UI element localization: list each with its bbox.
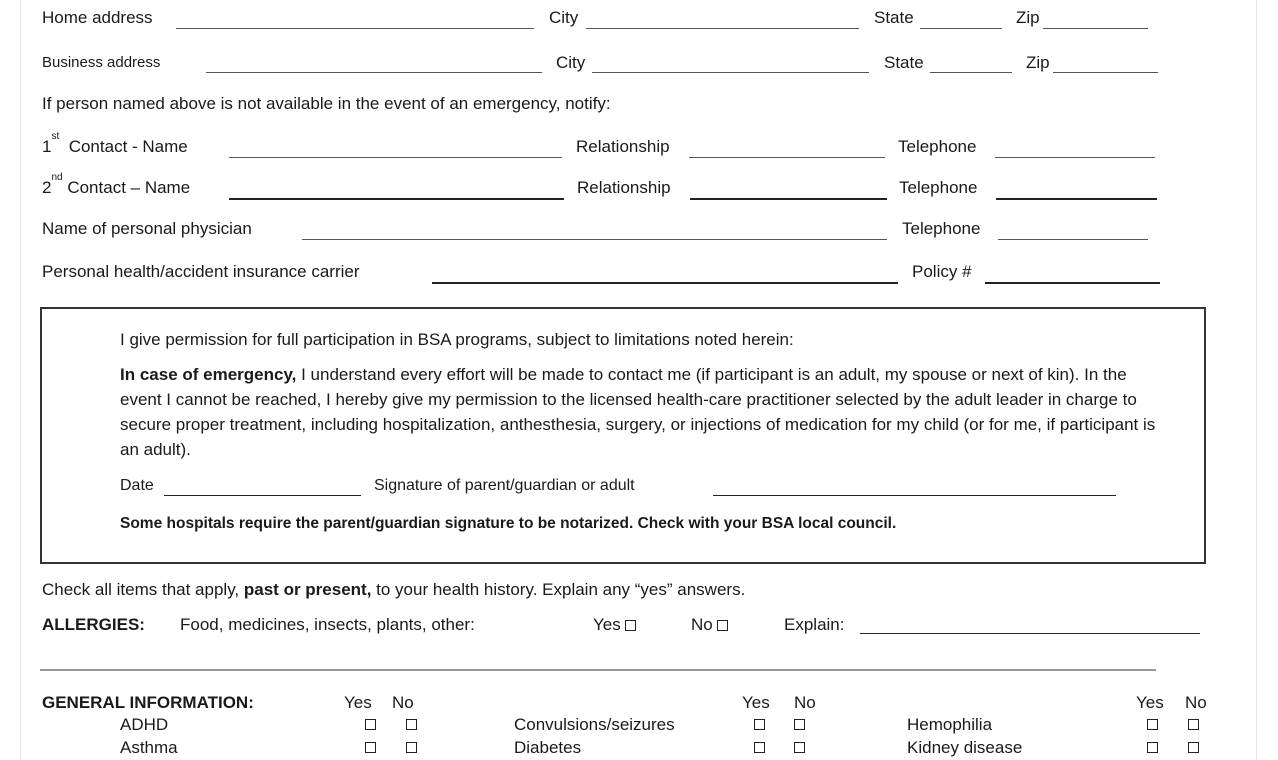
condition-asthma-no-checkbox[interactable] (406, 742, 417, 753)
general-information-heading: GENERAL INFORMATION: (42, 693, 254, 712)
contact-1-telephone-field[interactable] (995, 157, 1155, 158)
business-address-field[interactable] (206, 72, 542, 73)
physician-telephone-label: Telephone (902, 219, 981, 238)
condition-convulsions-no-checkbox[interactable] (794, 719, 805, 730)
consent-permission-text: I give permission for full participation in BSA programs, subject to limitations noted herein: (120, 330, 794, 349)
col3-no-header: No (1185, 693, 1207, 712)
col1-yes-header: Yes (344, 693, 372, 712)
contact-2-relationship-field[interactable] (690, 198, 887, 200)
contact-1-relationship-field[interactable] (689, 157, 885, 158)
condition-convulsions-yes-checkbox[interactable] (754, 719, 765, 730)
instruction-bold: past or present, (243, 580, 372, 599)
home-city-field[interactable] (586, 28, 859, 29)
instruction-pre: Check all items that apply, (42, 580, 244, 599)
policy-number-field[interactable] (985, 282, 1160, 284)
allergies-explain-field[interactable] (860, 633, 1200, 634)
physician-label: Name of personal physician (42, 219, 252, 238)
condition-adhd-yes-checkbox[interactable] (365, 719, 376, 730)
allergies-yes-option (593, 615, 636, 635)
col2-yes-header: Yes (742, 693, 770, 712)
condition-hemophilia-label: Hemophilia (907, 715, 993, 734)
contact-1-relationship-label: Relationship (576, 137, 670, 156)
section-separator (40, 669, 1156, 671)
condition-kidney-label: Kidney disease (907, 738, 1023, 757)
home-zip-field[interactable] (1043, 28, 1148, 29)
contact-2-name-label: Contact – Name (67, 178, 191, 197)
insurance-carrier-field[interactable] (432, 282, 898, 284)
page-edge-right (1256, 0, 1257, 760)
instruction-post: to your health history. Explain any “yes” answers. (371, 580, 746, 599)
home-address-label: Home address (42, 8, 153, 27)
condition-diabetes-label: Diabetes (514, 738, 582, 757)
home-address-field[interactable] (176, 28, 534, 29)
physician-telephone-field[interactable] (998, 239, 1148, 240)
contact-2-name-field[interactable] (229, 198, 564, 200)
emergency-notify-text: If person named above is not available in the event of an emergency, notify: (42, 94, 611, 113)
business-address-label: Business address (42, 54, 161, 71)
business-state-label: State (884, 53, 924, 72)
consent-date-field[interactable] (164, 495, 361, 496)
allergies-no-checkbox[interactable] (717, 620, 728, 631)
contact-1-name-field[interactable] (229, 157, 562, 158)
business-city-field[interactable] (592, 72, 869, 73)
home-zip-label: Zip (1016, 8, 1040, 27)
contact-1-label (42, 131, 188, 157)
condition-asthma-label: Asthma (120, 738, 178, 757)
home-state-label: State (874, 8, 914, 27)
col2-no-header: No (794, 693, 816, 712)
business-city-label: City (556, 53, 586, 72)
condition-adhd-no-checkbox[interactable] (406, 719, 417, 730)
allergies-no-option (691, 615, 728, 635)
home-city-label: City (549, 8, 579, 27)
contact-1-number: 1 (42, 137, 52, 156)
condition-convulsions-label: Convulsions/seizures (514, 715, 675, 734)
condition-adhd-label: ADHD (120, 715, 169, 734)
condition-hemophilia-no-checkbox[interactable] (1188, 719, 1199, 730)
page-edge-left (20, 0, 21, 760)
condition-hemophilia-yes-checkbox[interactable] (1147, 719, 1158, 730)
notarize-notice: Some hospitals require the parent/guardian signature to be notarized. Check with your BSA local council. (120, 515, 897, 532)
condition-diabetes-no-checkbox[interactable] (794, 742, 805, 753)
contact-2-relationship-label: Relationship (577, 178, 671, 197)
consent-emergency-paragraph (120, 362, 1160, 462)
contact-2-telephone-field[interactable] (996, 198, 1157, 200)
allergies-label: ALLERGIES: (42, 615, 145, 634)
consent-emergency-bold: In case of emergency, (120, 365, 297, 384)
allergies-yes-checkbox[interactable] (625, 620, 636, 631)
allergies-explain-label: Explain: (784, 615, 845, 634)
allergies-no-label: No (691, 615, 713, 634)
consent-signature-field[interactable] (713, 495, 1116, 496)
col3-yes-header: Yes (1136, 693, 1164, 712)
col1-no-header: No (392, 693, 414, 712)
policy-number-label: Policy # (912, 262, 972, 281)
consent-emergency-text: I understand every effort will be made to contact me (if participant is an adult, my spouse or next of kin). In the event I cannot be reached, I hereby give my permission to the licensed health-care practitioner selected by the adult leader in charge to secure proper treatment, including hospitalization, anthesthesia, surgery, or injections of medication for my child (or for me, if participant is an adult). (120, 365, 1156, 459)
business-zip-label: Zip (1026, 53, 1050, 72)
business-state-field[interactable] (930, 72, 1012, 73)
condition-diabetes-yes-checkbox[interactable] (754, 742, 765, 753)
contact-1-name-label: Contact - Name (68, 137, 188, 156)
consent-signature-label: Signature of parent/guardian or adult (374, 477, 635, 494)
contact-2-telephone-label: Telephone (899, 178, 978, 197)
contact-2-label (42, 172, 191, 198)
condition-kidney-no-checkbox[interactable] (1188, 742, 1199, 753)
contact-2-suffix: nd (51, 172, 63, 184)
contact-1-telephone-label: Telephone (898, 137, 977, 156)
condition-asthma-yes-checkbox[interactable] (365, 742, 376, 753)
home-state-field[interactable] (920, 28, 1002, 29)
health-history-instruction (42, 580, 745, 600)
allergies-text: Food, medicines, insects, plants, other: (180, 615, 475, 634)
physician-name-field[interactable] (302, 239, 887, 240)
contact-2-number: 2 (42, 178, 52, 197)
consent-date-label: Date (120, 477, 154, 494)
condition-kidney-yes-checkbox[interactable] (1147, 742, 1158, 753)
contact-1-suffix: st (51, 131, 60, 143)
insurance-carrier-label: Personal health/accident insurance carrier (42, 262, 360, 281)
allergies-yes-label: Yes (593, 615, 621, 634)
business-zip-field[interactable] (1053, 72, 1158, 73)
